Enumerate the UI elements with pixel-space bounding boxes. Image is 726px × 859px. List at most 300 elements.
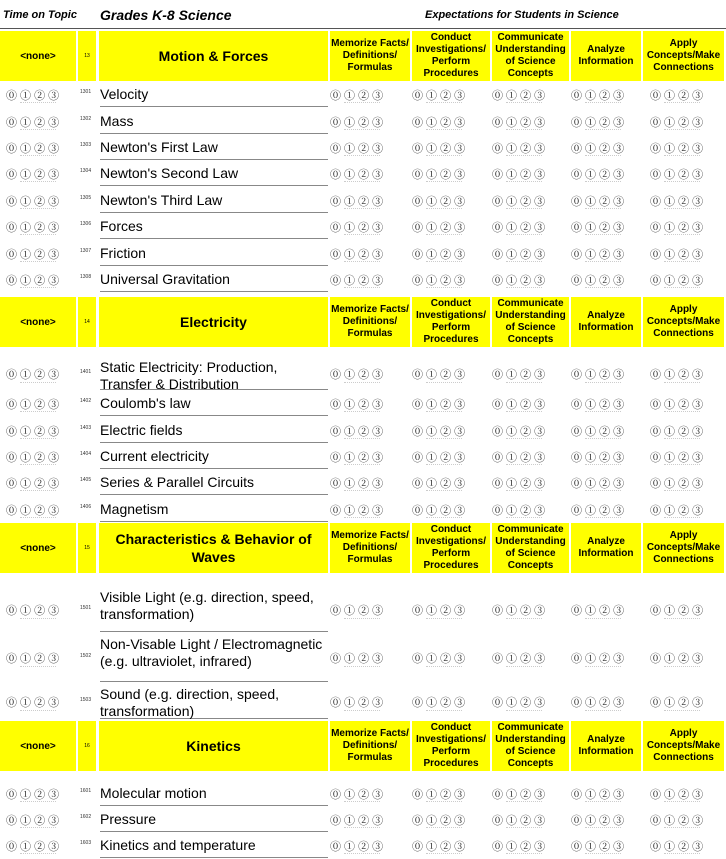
rating-underline xyxy=(664,853,700,854)
time-on-topic-label: Time on Topic xyxy=(3,9,77,21)
rating-underline xyxy=(344,181,380,182)
column-header: Apply Concepts/Make Connections xyxy=(643,31,724,81)
expectation-rating-bubbles[interactable]: ⓪ ① ② ③ xyxy=(650,90,704,102)
expectation-rating-bubbles[interactable]: ⓪ ① ② ③ xyxy=(492,117,546,129)
expectation-rating-bubbles[interactable]: ⓪ ① ② ③ xyxy=(492,196,546,208)
section-title: Motion & Forces xyxy=(99,31,328,81)
rating-underline xyxy=(585,181,621,182)
topic-row xyxy=(0,417,726,443)
expectation-rating-bubbles[interactable]: ⓪ ① ② ③ xyxy=(412,815,466,827)
rating-underline xyxy=(20,490,56,491)
rating-underline xyxy=(20,438,56,439)
rating-underline xyxy=(426,208,462,209)
item-code: 1302 xyxy=(80,116,92,122)
expectation-rating-bubbles[interactable]: ⓪ ① ② ③ xyxy=(571,222,625,234)
expectation-rating-bubbles[interactable]: ⓪ ① ② ③ xyxy=(571,789,625,801)
rating-underline xyxy=(664,517,700,518)
item-code: 1503 xyxy=(80,696,92,703)
rating-underline xyxy=(344,490,380,491)
expectation-rating-bubbles[interactable]: ⓪ ① ② ③ xyxy=(330,604,384,617)
expectation-rating-bubbles[interactable]: ⓪ ① ② ③ xyxy=(571,505,625,517)
rating-underline xyxy=(426,411,462,412)
time-rating-bubbles[interactable]: ⓪ ① ② ③ xyxy=(6,426,60,438)
expectation-rating-bubbles[interactable]: ⓪ ① ② ③ xyxy=(330,505,384,517)
rating-underline xyxy=(426,102,462,103)
expectation-rating-bubbles[interactable]: ⓪ ① ② ③ xyxy=(412,196,466,208)
rating-underline xyxy=(344,155,380,156)
expectation-rating-bubbles[interactable]: ⓪ ① ② ③ xyxy=(412,368,466,381)
none-dropdown[interactable]: <none> xyxy=(0,297,76,347)
item-title: Visible Light (e.g. direction, speed, transformation) xyxy=(100,587,328,632)
expectation-rating-bubbles[interactable]: ⓪ ① ② ③ xyxy=(650,604,704,617)
expectation-rating-bubbles[interactable]: ⓪ ① ② ③ xyxy=(650,143,704,155)
rating-underline xyxy=(506,618,542,619)
expectation-rating-bubbles[interactable]: ⓪ ① ② ③ xyxy=(412,399,466,411)
expectation-rating-bubbles[interactable]: ⓪ ① ② ③ xyxy=(571,452,625,464)
rating-underline xyxy=(664,181,700,182)
topic-row xyxy=(0,632,726,682)
expectation-rating-bubbles[interactable]: ⓪ ① ② ③ xyxy=(330,815,384,827)
item-title: Coulomb's law xyxy=(100,395,328,416)
rating-underline xyxy=(664,261,700,262)
rating-underline xyxy=(585,464,621,465)
expectation-rating-bubbles[interactable]: ⓪ ① ② ③ xyxy=(571,696,625,709)
rating-underline xyxy=(506,801,542,802)
expectation-rating-bubbles[interactable]: ⓪ ① ② ③ xyxy=(492,696,546,709)
topic-row xyxy=(0,134,726,160)
item-code: 1308 xyxy=(80,274,92,280)
expectation-rating-bubbles[interactable]: ⓪ ① ② ③ xyxy=(492,815,546,827)
time-rating-bubbles[interactable]: ⓪ ① ② ③ xyxy=(6,169,60,181)
expectation-rating-bubbles[interactable]: ⓪ ① ② ③ xyxy=(650,117,704,129)
expectation-rating-bubbles[interactable]: ⓪ ① ② ③ xyxy=(330,478,384,490)
item-title: Velocity xyxy=(100,86,328,107)
section-title: Electricity xyxy=(99,297,328,347)
expectation-rating-bubbles[interactable]: ⓪ ① ② ③ xyxy=(330,90,384,102)
expectation-rating-bubbles[interactable]: ⓪ ① ② ③ xyxy=(492,653,546,665)
expectation-rating-bubbles[interactable]: ⓪ ① ② ③ xyxy=(412,222,466,234)
expectation-rating-bubbles[interactable]: ⓪ ① ② ③ xyxy=(650,368,704,381)
time-rating-bubbles[interactable]: ⓪ ① ② ③ xyxy=(6,368,60,381)
rating-underline xyxy=(344,827,380,828)
expectation-rating-bubbles[interactable]: ⓪ ① ② ③ xyxy=(412,275,466,287)
item-code: 1403 xyxy=(80,425,92,431)
rating-underline xyxy=(664,234,700,235)
item-code: 1402 xyxy=(80,398,92,404)
topic-row xyxy=(0,682,726,719)
rating-underline xyxy=(664,801,700,802)
rating-underline xyxy=(664,666,700,667)
expectation-rating-bubbles[interactable]: ⓪ ① ② ③ xyxy=(412,653,466,665)
expectation-rating-bubbles[interactable]: ⓪ ① ② ③ xyxy=(492,90,546,102)
rating-underline xyxy=(344,287,380,288)
expectation-rating-bubbles[interactable]: ⓪ ① ② ③ xyxy=(412,604,466,617)
column-header: Communicate Understanding of Science Concepts xyxy=(492,31,569,81)
item-code: 1306 xyxy=(80,221,92,227)
rating-underline xyxy=(344,853,380,854)
expectation-rating-bubbles[interactable]: ⓪ ① ② ③ xyxy=(571,196,625,208)
rating-underline xyxy=(506,490,542,491)
none-dropdown[interactable]: <none> xyxy=(0,31,76,81)
section-number: 14 xyxy=(78,297,96,347)
none-dropdown[interactable]: <none> xyxy=(0,721,76,771)
rating-underline xyxy=(585,155,621,156)
rating-underline xyxy=(426,438,462,439)
page-header xyxy=(0,0,726,29)
rating-underline xyxy=(20,464,56,465)
expectation-rating-bubbles[interactable]: ⓪ ① ② ③ xyxy=(571,143,625,155)
rating-underline xyxy=(585,490,621,491)
expectation-rating-bubbles[interactable]: ⓪ ① ② ③ xyxy=(650,696,704,709)
item-code: 1307 xyxy=(80,248,92,254)
expectation-rating-bubbles[interactable]: ⓪ ① ② ③ xyxy=(492,399,546,411)
item-title: Newton's Second Law xyxy=(100,165,328,186)
expectation-rating-bubbles[interactable]: ⓪ ① ② ③ xyxy=(492,604,546,617)
rating-underline xyxy=(344,208,380,209)
rating-underline xyxy=(344,666,380,667)
rating-underline xyxy=(344,102,380,103)
rating-underline xyxy=(506,261,542,262)
expectation-rating-bubbles[interactable]: ⓪ ① ② ③ xyxy=(412,452,466,464)
rating-underline xyxy=(506,102,542,103)
rating-underline xyxy=(20,853,56,854)
time-rating-bubbles[interactable]: ⓪ ① ② ③ xyxy=(6,117,60,129)
expectation-rating-bubbles[interactable]: ⓪ ① ② ③ xyxy=(650,505,704,517)
section-header xyxy=(0,295,726,349)
expectation-rating-bubbles[interactable]: ⓪ ① ② ③ xyxy=(330,275,384,287)
expectation-rating-bubbles[interactable]: ⓪ ① ② ③ xyxy=(571,368,625,381)
topic-row xyxy=(0,443,726,469)
expectation-rating-bubbles[interactable]: ⓪ ① ② ③ xyxy=(650,169,704,181)
item-title: Universal Gravitation xyxy=(100,271,328,292)
rating-underline xyxy=(344,618,380,619)
rating-underline xyxy=(426,853,462,854)
section-number: 15 xyxy=(78,523,96,573)
item-title: Newton's Third Law xyxy=(100,192,328,213)
expectation-rating-bubbles[interactable]: ⓪ ① ② ③ xyxy=(330,196,384,208)
time-rating-bubbles[interactable]: ⓪ ① ② ③ xyxy=(6,653,60,665)
rating-underline xyxy=(664,827,700,828)
rating-underline xyxy=(506,666,542,667)
expectation-rating-bubbles[interactable]: ⓪ ① ② ③ xyxy=(571,90,625,102)
time-rating-bubbles[interactable]: ⓪ ① ② ③ xyxy=(6,452,60,464)
rating-underline xyxy=(664,102,700,103)
topic-row xyxy=(0,266,726,292)
expectation-rating-bubbles[interactable]: ⓪ ① ② ③ xyxy=(330,143,384,155)
expectation-rating-bubbles[interactable]: ⓪ ① ② ③ xyxy=(330,368,384,381)
rating-underline xyxy=(20,129,56,130)
topic-row xyxy=(0,81,726,107)
item-title: Non-Visable Light / Electromagnetic (e.g. ultraviolet, infrared) xyxy=(100,634,328,682)
none-dropdown[interactable]: <none> xyxy=(0,523,76,573)
time-rating-bubbles[interactable]: ⓪ ① ② ③ xyxy=(6,275,60,287)
expectation-rating-bubbles[interactable]: ⓪ ① ② ③ xyxy=(412,143,466,155)
expectation-rating-bubbles[interactable]: ⓪ ① ② ③ xyxy=(650,789,704,801)
rating-underline xyxy=(20,181,56,182)
expectation-rating-bubbles[interactable]: ⓪ ① ② ③ xyxy=(650,841,704,853)
expectation-rating-bubbles[interactable]: ⓪ ① ② ③ xyxy=(412,478,466,490)
expectation-rating-bubbles[interactable]: ⓪ ① ② ③ xyxy=(492,368,546,381)
rating-underline xyxy=(585,102,621,103)
column-header: Conduct Investigations/ Perform Procedures xyxy=(412,297,490,347)
rating-underline xyxy=(585,710,621,711)
rating-underline xyxy=(585,129,621,130)
rating-underline xyxy=(426,261,462,262)
topic-row xyxy=(0,469,726,495)
column-header: Apply Concepts/Make Connections xyxy=(643,523,724,573)
item-code: 1305 xyxy=(80,195,92,201)
rating-underline xyxy=(426,234,462,235)
topic-row xyxy=(0,108,726,134)
rating-underline xyxy=(506,827,542,828)
rating-underline xyxy=(20,287,56,288)
expectation-rating-bubbles[interactable]: ⓪ ① ② ③ xyxy=(650,815,704,827)
time-rating-bubbles[interactable]: ⓪ ① ② ③ xyxy=(6,478,60,490)
column-header: Memorize Facts/ Definitions/ Formulas xyxy=(330,31,410,81)
rating-underline xyxy=(506,155,542,156)
rating-underline xyxy=(426,181,462,182)
rating-underline xyxy=(506,438,542,439)
column-header: Analyze Information xyxy=(571,297,641,347)
rating-underline xyxy=(426,517,462,518)
rating-underline xyxy=(344,801,380,802)
item-title: Molecular motion xyxy=(100,785,328,806)
rating-underline xyxy=(585,234,621,235)
time-rating-bubbles[interactable]: ⓪ ① ② ③ xyxy=(6,90,60,102)
rating-underline xyxy=(506,129,542,130)
expectation-rating-bubbles[interactable]: ⓪ ① ② ③ xyxy=(650,426,704,438)
expectation-rating-bubbles[interactable]: ⓪ ① ② ③ xyxy=(571,169,625,181)
rating-underline xyxy=(585,382,621,383)
expectation-rating-bubbles[interactable]: ⓪ ① ② ③ xyxy=(330,841,384,853)
rating-underline xyxy=(20,827,56,828)
time-rating-bubbles[interactable]: ⓪ ① ② ③ xyxy=(6,604,60,617)
item-title: Forces xyxy=(100,218,328,239)
topic-row xyxy=(0,832,726,858)
rating-underline xyxy=(585,853,621,854)
rating-underline xyxy=(426,618,462,619)
expectation-rating-bubbles[interactable]: ⓪ ① ② ③ xyxy=(330,426,384,438)
rating-underline xyxy=(20,155,56,156)
expectations-title: Expectations for Students in Science xyxy=(425,9,619,21)
expectation-rating-bubbles[interactable]: ⓪ ① ② ③ xyxy=(330,399,384,411)
expectation-rating-bubbles[interactable]: ⓪ ① ② ③ xyxy=(412,426,466,438)
rating-underline xyxy=(585,208,621,209)
rating-underline xyxy=(20,411,56,412)
rating-underline xyxy=(664,208,700,209)
rating-underline xyxy=(426,155,462,156)
item-title: Newton's First Law xyxy=(100,139,328,160)
time-rating-bubbles[interactable]: ⓪ ① ② ③ xyxy=(6,841,60,853)
rating-underline xyxy=(506,710,542,711)
expectation-rating-bubbles[interactable]: ⓪ ① ② ③ xyxy=(571,249,625,261)
expectation-rating-bubbles[interactable]: ⓪ ① ② ③ xyxy=(330,117,384,129)
column-header: Conduct Investigations/ Perform Procedures xyxy=(412,31,490,81)
item-title: Electric fields xyxy=(100,422,328,443)
item-code: 1405 xyxy=(80,477,92,483)
item-code: 1501 xyxy=(80,604,92,611)
rating-underline xyxy=(20,261,56,262)
rating-underline xyxy=(585,261,621,262)
column-header: Memorize Facts/ Definitions/ Formulas xyxy=(330,523,410,573)
expectation-rating-bubbles[interactable]: ⓪ ① ② ③ xyxy=(650,249,704,261)
item-title: Kinetics and temperature xyxy=(100,837,328,858)
rating-underline xyxy=(506,464,542,465)
time-rating-bubbles[interactable]: ⓪ ① ② ③ xyxy=(6,789,60,801)
time-rating-bubbles[interactable]: ⓪ ① ② ③ xyxy=(6,505,60,517)
expectation-rating-bubbles[interactable]: ⓪ ① ② ③ xyxy=(492,169,546,181)
expectation-rating-bubbles[interactable]: ⓪ ① ② ③ xyxy=(330,696,384,709)
rating-underline xyxy=(20,234,56,235)
time-rating-bubbles[interactable]: ⓪ ① ② ③ xyxy=(6,399,60,411)
rating-underline xyxy=(344,234,380,235)
expectation-rating-bubbles[interactable]: ⓪ ① ② ③ xyxy=(412,117,466,129)
expectation-rating-bubbles[interactable]: ⓪ ① ② ③ xyxy=(492,841,546,853)
rating-underline xyxy=(344,710,380,711)
time-rating-bubbles[interactable]: ⓪ ① ② ③ xyxy=(6,143,60,155)
rating-underline xyxy=(585,618,621,619)
expectation-rating-bubbles[interactable]: ⓪ ① ② ③ xyxy=(330,653,384,665)
rating-underline xyxy=(426,490,462,491)
expectation-rating-bubbles[interactable]: ⓪ ① ② ③ xyxy=(571,275,625,287)
rating-underline xyxy=(20,517,56,518)
section-title: Kinetics xyxy=(99,721,328,771)
rating-underline xyxy=(585,666,621,667)
expectation-rating-bubbles[interactable]: ⓪ ① ② ③ xyxy=(330,452,384,464)
item-code: 1602 xyxy=(80,814,92,820)
rating-underline xyxy=(20,801,56,802)
time-rating-bubbles[interactable]: ⓪ ① ② ③ xyxy=(6,696,60,709)
expectation-rating-bubbles[interactable]: ⓪ ① ② ③ xyxy=(492,275,546,287)
expectation-rating-bubbles[interactable]: ⓪ ① ② ③ xyxy=(492,452,546,464)
section-header xyxy=(0,521,726,575)
rating-underline xyxy=(664,710,700,711)
item-title: Static Electricity: Production, Transfer & Distribution xyxy=(100,357,328,390)
time-rating-bubbles[interactable]: ⓪ ① ② ③ xyxy=(6,222,60,234)
rating-underline xyxy=(426,287,462,288)
column-header: Memorize Facts/ Definitions/ Formulas xyxy=(330,721,410,771)
rating-underline xyxy=(426,710,462,711)
expectation-rating-bubbles[interactable]: ⓪ ① ② ③ xyxy=(492,222,546,234)
expectation-rating-bubbles[interactable]: ⓪ ① ② ③ xyxy=(412,90,466,102)
rating-underline xyxy=(664,464,700,465)
item-code: 1601 xyxy=(80,788,92,794)
expectation-rating-bubbles[interactable]: ⓪ ① ② ③ xyxy=(571,117,625,129)
section-title: Characteristics & Behavior of Waves xyxy=(99,523,328,573)
rating-underline xyxy=(426,666,462,667)
expectation-rating-bubbles[interactable]: ⓪ ① ② ③ xyxy=(492,249,546,261)
expectation-rating-bubbles[interactable]: ⓪ ① ② ③ xyxy=(412,696,466,709)
time-rating-bubbles[interactable]: ⓪ ① ② ③ xyxy=(6,249,60,261)
item-code: 1401 xyxy=(80,368,92,375)
rating-underline xyxy=(506,382,542,383)
rating-underline xyxy=(20,710,56,711)
expectation-rating-bubbles[interactable]: ⓪ ① ② ③ xyxy=(650,452,704,464)
item-code: 1406 xyxy=(80,504,92,510)
rating-underline xyxy=(664,287,700,288)
expectation-rating-bubbles[interactable]: ⓪ ① ② ③ xyxy=(412,841,466,853)
expectation-rating-bubbles[interactable]: ⓪ ① ② ③ xyxy=(492,478,546,490)
rating-underline xyxy=(20,102,56,103)
rating-underline xyxy=(426,382,462,383)
rating-underline xyxy=(585,827,621,828)
column-header: Memorize Facts/ Definitions/ Formulas xyxy=(330,297,410,347)
expectation-rating-bubbles[interactable]: ⓪ ① ② ③ xyxy=(492,426,546,438)
column-header: Communicate Understanding of Science Concepts xyxy=(492,721,569,771)
expectation-rating-bubbles[interactable]: ⓪ ① ② ③ xyxy=(412,249,466,261)
expectation-rating-bubbles[interactable]: ⓪ ① ② ③ xyxy=(571,815,625,827)
item-title: Pressure xyxy=(100,811,328,832)
expectation-rating-bubbles[interactable]: ⓪ ① ② ③ xyxy=(571,604,625,617)
expectation-rating-bubbles[interactable]: ⓪ ① ② ③ xyxy=(571,426,625,438)
time-rating-bubbles[interactable]: ⓪ ① ② ③ xyxy=(6,196,60,208)
grades-title: Grades K-8 Science xyxy=(100,7,232,23)
expectation-rating-bubbles[interactable]: ⓪ ① ② ③ xyxy=(492,143,546,155)
rating-underline xyxy=(344,464,380,465)
topic-row xyxy=(0,355,726,390)
expectation-rating-bubbles[interactable]: ⓪ ① ② ③ xyxy=(650,196,704,208)
rating-underline xyxy=(585,411,621,412)
rating-underline xyxy=(426,464,462,465)
expectation-rating-bubbles[interactable]: ⓪ ① ② ③ xyxy=(412,169,466,181)
expectation-rating-bubbles[interactable]: ⓪ ① ② ③ xyxy=(492,789,546,801)
item-title: Series & Parallel Circuits xyxy=(100,474,328,495)
item-title: Current electricity xyxy=(100,448,328,469)
expectation-rating-bubbles[interactable]: ⓪ ① ② ③ xyxy=(330,169,384,181)
item-code: 1502 xyxy=(80,653,92,659)
expectation-rating-bubbles[interactable]: ⓪ ① ② ③ xyxy=(571,478,625,490)
expectation-rating-bubbles[interactable]: ⓪ ① ② ③ xyxy=(650,399,704,411)
time-rating-bubbles[interactable]: ⓪ ① ② ③ xyxy=(6,815,60,827)
rating-underline xyxy=(585,801,621,802)
section-number: 13 xyxy=(78,31,96,81)
item-code: 1304 xyxy=(80,168,92,174)
column-header: Analyze Information xyxy=(571,31,641,81)
item-code: 1301 xyxy=(80,89,92,95)
item-title: Mass xyxy=(100,113,328,134)
expectation-rating-bubbles[interactable]: ⓪ ① ② ③ xyxy=(412,789,466,801)
topic-row xyxy=(0,390,726,416)
column-header: Conduct Investigations/ Perform Procedures xyxy=(412,523,490,573)
topic-row xyxy=(0,806,726,832)
rating-underline xyxy=(506,234,542,235)
column-header: Communicate Understanding of Science Concepts xyxy=(492,523,569,573)
expectation-rating-bubbles[interactable]: ⓪ ① ② ③ xyxy=(571,841,625,853)
column-header: Apply Concepts/Make Connections xyxy=(643,297,724,347)
expectation-rating-bubbles[interactable]: ⓪ ① ② ③ xyxy=(330,789,384,801)
item-title: Magnetism xyxy=(100,501,328,522)
expectation-rating-bubbles[interactable]: ⓪ ① ② ③ xyxy=(571,653,625,665)
expectation-rating-bubbles[interactable]: ⓪ ① ② ③ xyxy=(492,505,546,517)
rating-underline xyxy=(426,801,462,802)
expectation-rating-bubbles[interactable]: ⓪ ① ② ③ xyxy=(650,653,704,665)
expectation-rating-bubbles[interactable]: ⓪ ① ② ③ xyxy=(412,505,466,517)
expectation-rating-bubbles[interactable]: ⓪ ① ② ③ xyxy=(650,275,704,287)
topic-row xyxy=(0,240,726,266)
rating-underline xyxy=(344,261,380,262)
expectation-rating-bubbles[interactable]: ⓪ ① ② ③ xyxy=(650,478,704,490)
rating-underline xyxy=(344,517,380,518)
topic-row xyxy=(0,496,726,522)
section-number: 16 xyxy=(78,721,96,771)
item-code: 1303 xyxy=(80,142,92,148)
item-title: Friction xyxy=(100,245,328,266)
expectation-rating-bubbles[interactable]: ⓪ ① ② ③ xyxy=(571,399,625,411)
expectation-rating-bubbles[interactable]: ⓪ ① ② ③ xyxy=(330,222,384,234)
expectation-rating-bubbles[interactable]: ⓪ ① ② ③ xyxy=(330,249,384,261)
expectation-rating-bubbles[interactable]: ⓪ ① ② ③ xyxy=(650,222,704,234)
rating-underline xyxy=(664,618,700,619)
